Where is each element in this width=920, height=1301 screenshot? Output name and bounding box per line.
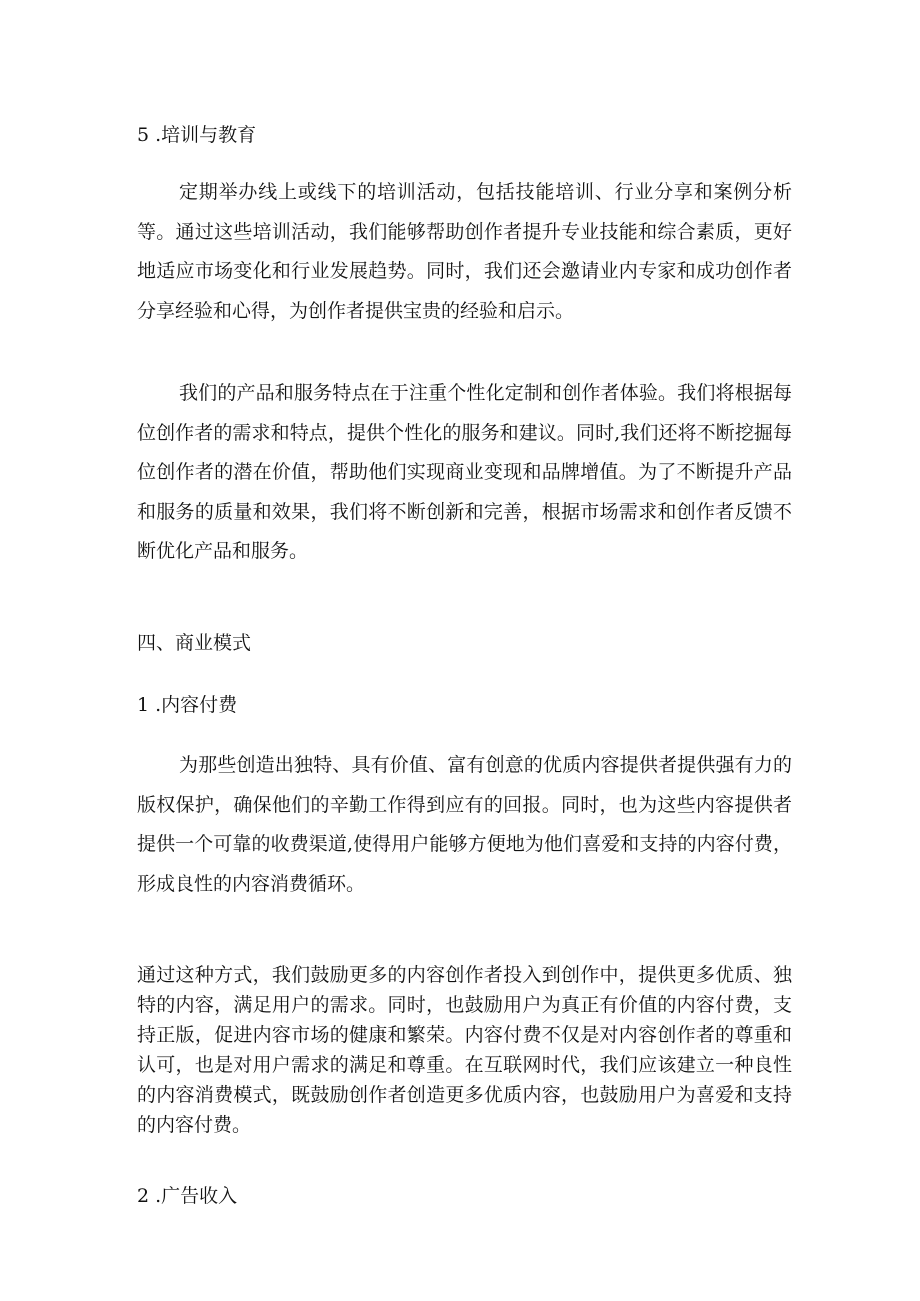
section-heading-business-model: 四、商业模式	[137, 632, 252, 654]
paragraph-product-features: 我们的产品和服务特点在于注重个性化定制和创作者体验。我们将根据每位创作者的需求和特点，提供个性化的服务和建议。同时,我们还将不断挖掘每位创作者的潜在价值，帮助他们实现商业变现和品牌增值。为了不断提升产品和服务的质量和效果，我们将不断创新和完善，根据市场需求和创作者反馈不断优化产品和服务。	[137, 382, 792, 562]
section-heading-content-pay: 1 .内容付费	[137, 694, 238, 716]
paragraph-encourage-creators: 通过这种方式，我们鼓励更多的内容创作者投入到创作中，提供更多优质、独特的内容，满足用户的需求。同时，也鼓励用户为真正有价值的内容付费，支持正版，促进内容市场的健康和繁荣。内容付费不仅是对内容创作者的尊重和认可，也是对用户需求的满足和尊重。在互联网时代，我们应该建立一种良性的内容消费模式，既鼓励创作者创造更多优质内容，也鼓励用户为喜爱和支持的内容付费。	[137, 964, 792, 1136]
paragraph-content-pay: 为那些创造出独特、具有价值、富有创意的优质内容提供者提供强有力的版权保护，确保他们的辛勤工作得到应有的回报。同时，也为这些内容提供者提供一个可靠的收费渠道,使得用户能够方便地为他们喜爱和支持的内容付费，形成良性的内容消费循环。	[137, 754, 792, 895]
section-heading-ad-income: 2 .广告收入	[137, 1185, 238, 1207]
paragraph-training: 定期举办线上或线下的培训活动，包括技能培训、行业分享和案例分析等。通过这些培训活动，我们能够帮助创作者提升专业技能和综合素质，更好地适应市场变化和行业发展趋势。同时，我们还会邀请业内专家和成功创作者分享经验和心得，为创作者提供宝贵的经验和启示。	[137, 181, 792, 322]
section-heading-training: 5 .培训与教育	[137, 124, 257, 146]
